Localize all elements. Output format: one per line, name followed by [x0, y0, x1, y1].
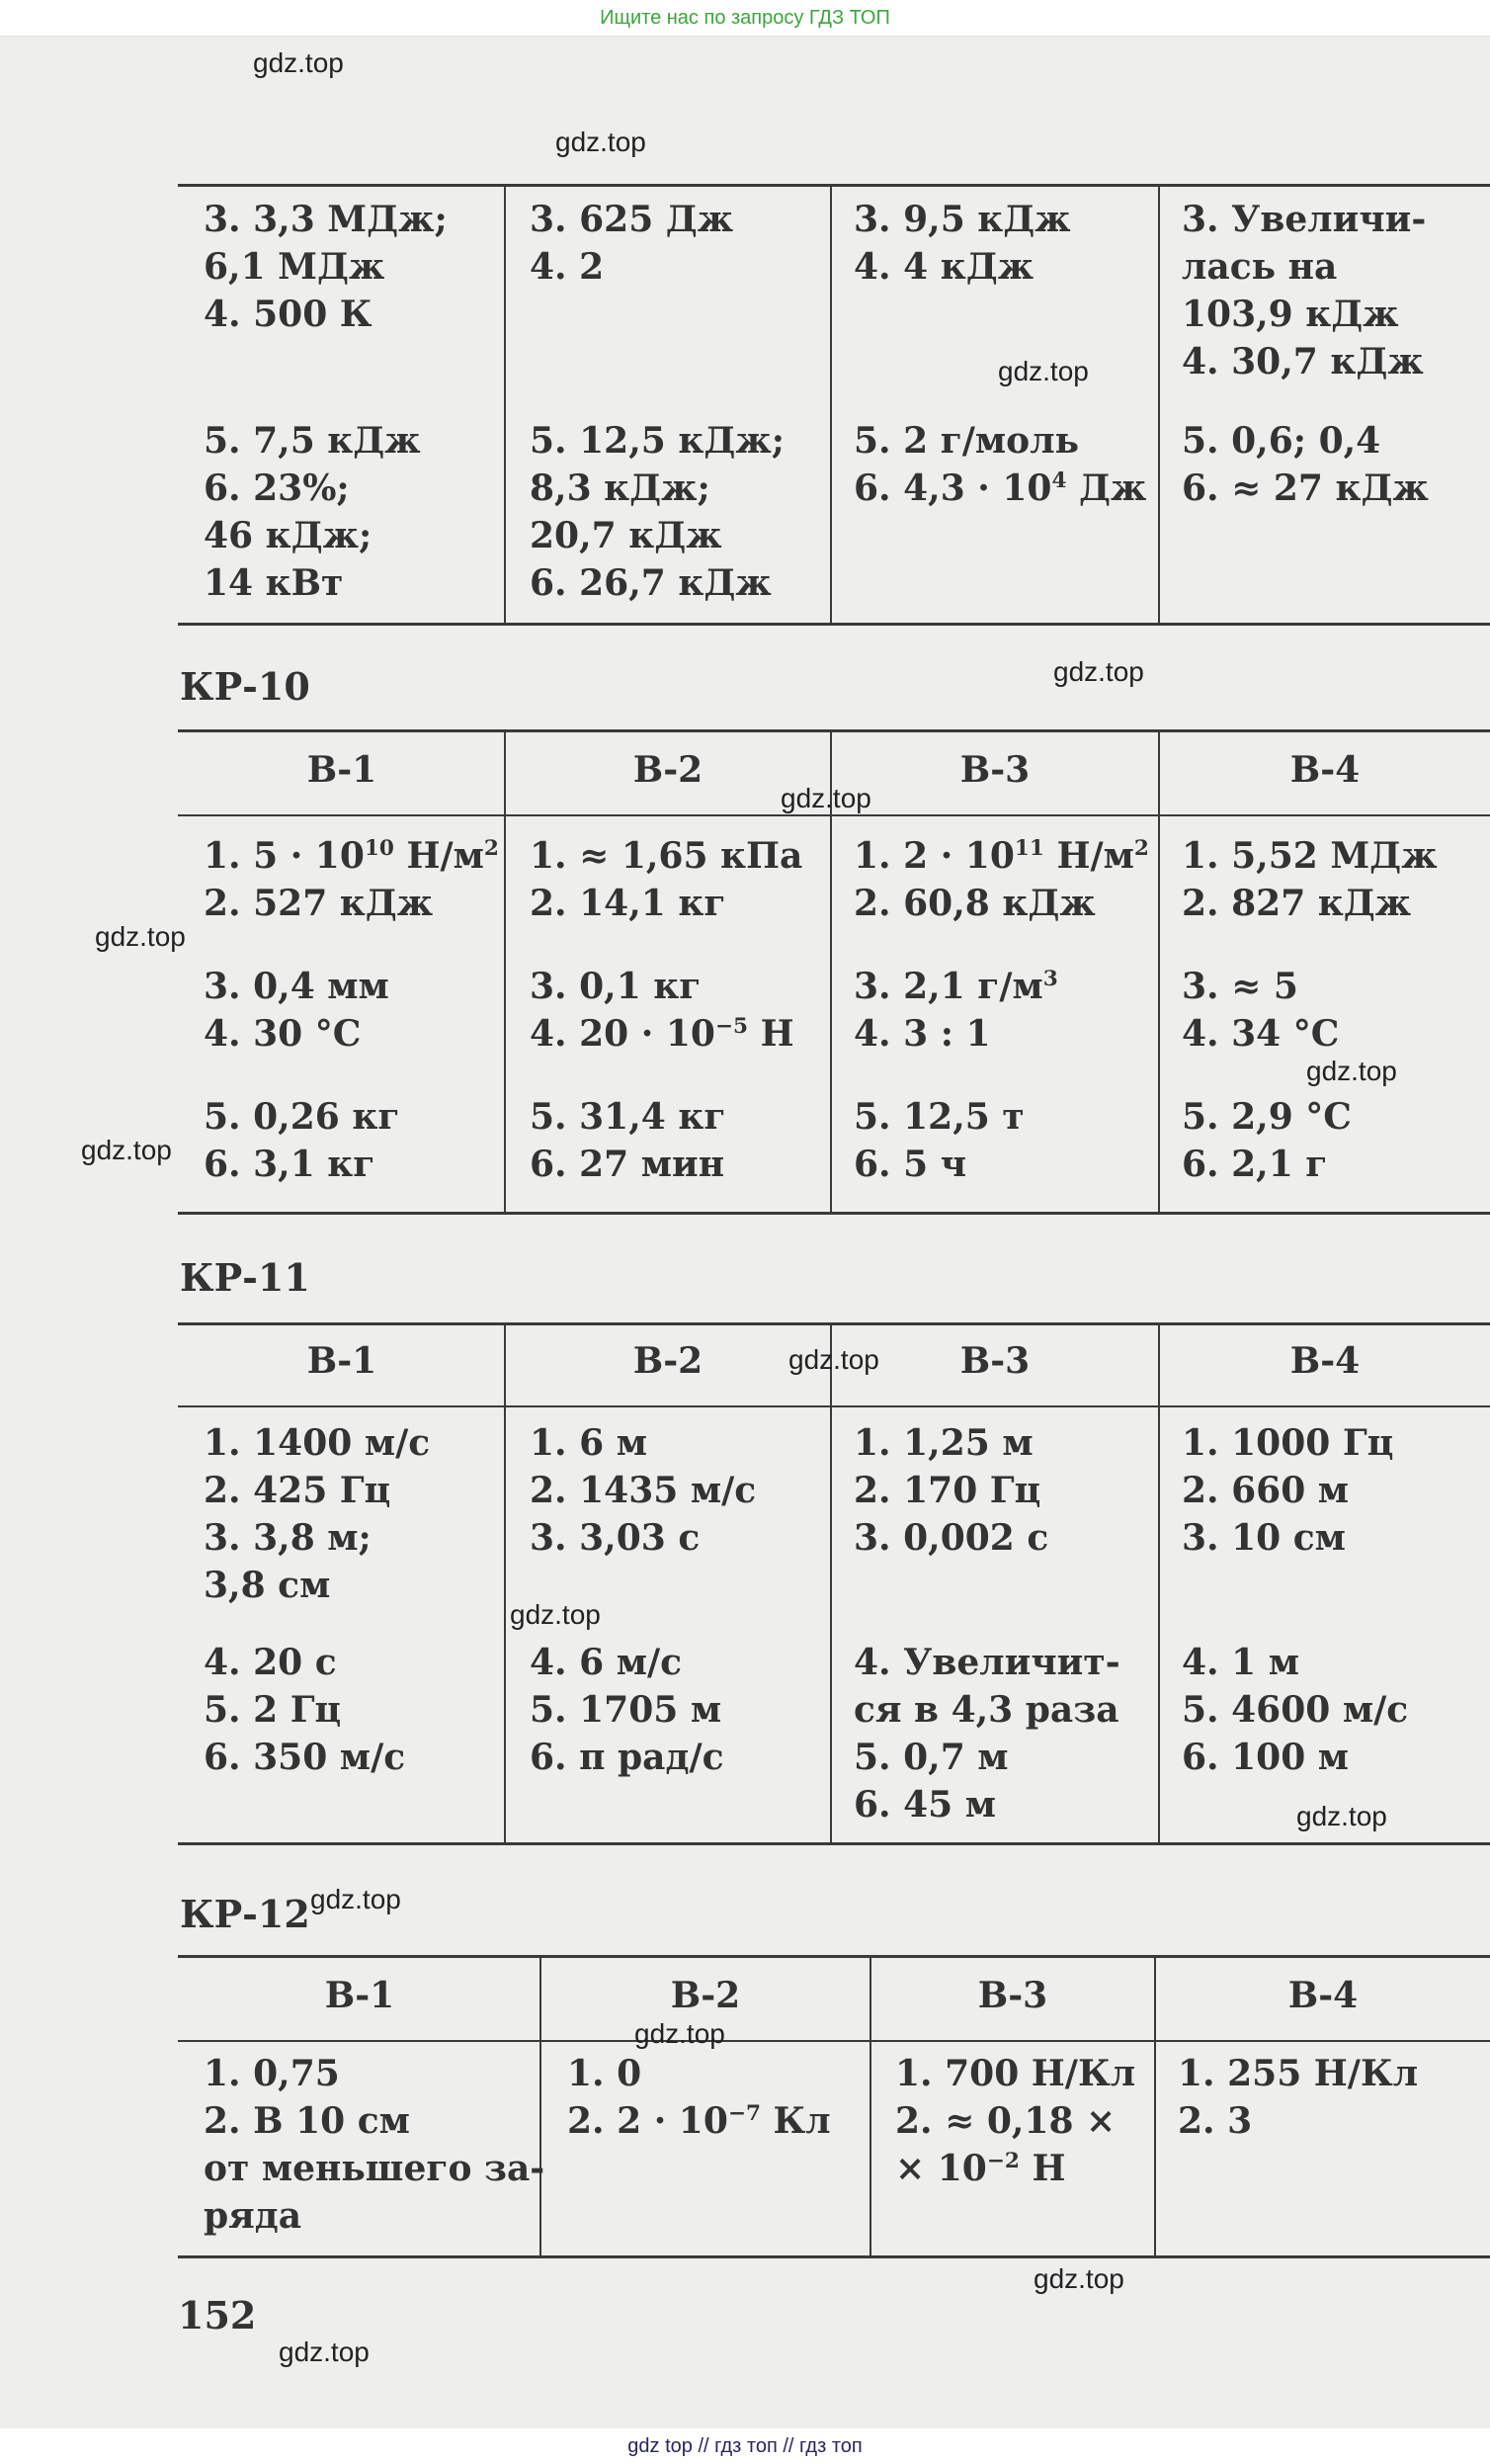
exponent: −7	[727, 2101, 761, 2126]
answer-cell: 3. Увеличи- лась на 103,9 кДж 4. 30,7 кДж	[1182, 199, 1427, 382]
table-rule	[178, 1405, 1490, 1407]
column-header: В-1	[306, 1340, 377, 1382]
formula-part: Н	[748, 1013, 794, 1055]
exponent: −5	[714, 1014, 749, 1039]
exponent: 2	[1133, 836, 1149, 861]
column-divider	[1158, 729, 1160, 1214]
formula-part: 6. 4,3 · 10	[854, 467, 1052, 509]
formula-part: 4. 20 · 10	[530, 1013, 715, 1055]
table-rule	[178, 1842, 1490, 1845]
watermark: gdz.top	[781, 783, 871, 813]
column-header: В-2	[670, 1975, 741, 2016]
answer-cell-formula	[854, 832, 1149, 880]
table-rule	[178, 2040, 1490, 2042]
answer-cell: 2. 60,8 кДж	[854, 883, 1096, 924]
watermark: gdz.top	[1053, 656, 1144, 687]
exponent: 11	[1014, 836, 1044, 861]
answer-cell: 5. 31,4 кг 6. 27 мин	[530, 1096, 726, 1185]
section-title: КР-10	[180, 664, 310, 709]
answer-cell-formula	[567, 2097, 831, 2145]
column-header: В-3	[977, 1975, 1048, 2016]
column-header: В-4	[1289, 1340, 1361, 1382]
answer-cell: 4. 3 : 1	[854, 1013, 991, 1055]
table-rule	[178, 623, 1490, 626]
watermark: gdz.top	[1034, 2263, 1124, 2294]
watermark: gdz.top	[310, 1884, 401, 1914]
table-rule	[178, 814, 1490, 816]
watermark: gdz.top	[279, 2337, 370, 2367]
answer-cell: 1. 1,25 м 2. 170 Гц 3. 0,002 с	[854, 1422, 1049, 1559]
watermark: gdz.top	[1296, 1801, 1387, 1831]
answer-cell: 1. 255 Н/Кл 2. 3	[1178, 2053, 1419, 2142]
answer-cell: 3. 0,1 кг	[530, 966, 702, 1007]
column-header: В-3	[959, 749, 1031, 791]
table-rule	[178, 184, 1490, 187]
answer-cell: 3. ≈ 5 4. 34 °С	[1182, 966, 1340, 1055]
watermark: gdz.top	[634, 2018, 725, 2049]
bottom-banner-text: gdz top // гдз топ // гдз топ	[627, 2434, 863, 2457]
answer-cell: 4. 6 м/с 5. 1705 м 6. π рад/с	[530, 1642, 724, 1778]
answer-cell: 3. 625 Дж 4. 2	[530, 199, 734, 288]
formula-part: 2. 2 · 10	[567, 2100, 728, 2142]
answer-cell: 1. 1000 Гц 2. 660 м 3. 10 см	[1182, 1422, 1394, 1559]
answer-cell-formula	[895, 2145, 1065, 2192]
formula-part: Дж	[1066, 467, 1147, 509]
section-title: КР-11	[180, 1255, 310, 1300]
formula-part: Кл	[761, 2100, 831, 2142]
watermark: gdz.top	[788, 1344, 879, 1375]
exponent: 10	[364, 836, 394, 861]
column-divider	[504, 1322, 506, 1844]
watermark: gdz.top	[81, 1135, 172, 1165]
column-header: В-4	[1287, 1975, 1359, 2016]
answer-cell: 1. 0,75 2. В 10 см от меньшего за- ряда	[204, 2053, 545, 2237]
column-header: В-1	[306, 749, 377, 791]
answer-cell: 1. 1400 м/с 2. 425 Гц 3. 3,8 м; 3,8 см	[204, 1422, 431, 1606]
top-banner-text: Ищите нас по запросу ГДЗ ТОП	[600, 6, 890, 29]
answer-cell-formula	[530, 1010, 794, 1058]
table-rule	[178, 2255, 1490, 2258]
watermark: gdz.top	[510, 1599, 601, 1630]
answer-cell: 5. 2,9 °С 6. 2,1 г	[1182, 1096, 1352, 1185]
formula-part: Н	[1019, 2148, 1066, 2189]
answer-cell-formula	[854, 963, 1058, 1010]
column-divider	[1158, 1322, 1160, 1844]
column-header: В-2	[632, 1340, 704, 1382]
answer-cell: 1. ≈ 1,65 кПа 2. 14,1 кг	[530, 835, 803, 924]
watermark: gdz.top	[95, 921, 186, 952]
exponent: −2	[986, 2149, 1020, 2173]
answer-cell: 4. 20 с 5. 2 Гц 6. 350 м/с	[204, 1642, 406, 1778]
answer-cell: 4. Увеличит- ся в 4,3 раза 5. 0,7 м 6. 45 м	[854, 1642, 1120, 1826]
answer-cell-formula	[204, 832, 499, 880]
section-title: КР-12	[180, 1892, 310, 1936]
column-divider	[830, 1322, 832, 1844]
column-header: В-2	[632, 749, 704, 791]
formula-part: Н/м	[1043, 835, 1134, 877]
answer-cell: 5. 2 г/моль	[854, 420, 1080, 462]
watermark: gdz.top	[998, 356, 1089, 386]
top-banner[interactable]	[0, 0, 1490, 37]
table-rule	[178, 1322, 1490, 1325]
exponent: 2	[483, 836, 499, 861]
answer-cell: 4. 1 м 5. 4600 м/с 6. 100 м	[1182, 1642, 1409, 1778]
answer-cell: 3. 0,4 мм 4. 30 °С	[204, 966, 389, 1055]
table-rule	[178, 1955, 1490, 1958]
formula-part: 3. 2,1 г/м	[854, 966, 1043, 1007]
formula-part: × 10	[895, 2148, 987, 2189]
table-rule	[178, 729, 1490, 732]
watermark: gdz.top	[1306, 1056, 1397, 1086]
answer-cell: 5. 0,26 кг 6. 3,1 кг	[204, 1096, 400, 1185]
answer-cell: 5. 0,6; 0,4 6. ≈ 27 кДж	[1182, 420, 1429, 509]
answer-cell: 3. 9,5 кДж 4. 4 кДж	[854, 199, 1071, 288]
answer-cell: 1. 700 Н/Кл 2. ≈ 0,18 ×	[895, 2053, 1136, 2142]
exponent: 3	[1042, 967, 1058, 991]
answer-cell: 5. 12,5 кДж; 8,3 кДж; 20,7 кДж 6. 26,7 кДж	[530, 420, 785, 604]
answer-cell: 5. 7,5 кДж 6. 23%; 46 кДж; 14 кВт	[204, 420, 421, 604]
answer-cell-formula	[854, 465, 1146, 512]
bottom-banner[interactable]	[0, 2428, 1490, 2464]
watermark: gdz.top	[253, 47, 344, 78]
column-divider	[830, 184, 832, 625]
answer-cell: 3. 3,3 МДж; 6,1 МДж 4. 500 К	[204, 199, 448, 335]
table-rule	[178, 1212, 1490, 1215]
answer-cell: 2. 527 кДж	[204, 883, 434, 924]
answer-cell: 1. 6 м 2. 1435 м/с 3. 3,03 с	[530, 1422, 757, 1559]
column-divider	[504, 729, 506, 1214]
column-divider	[1158, 184, 1160, 625]
page-number: 152	[178, 2293, 257, 2337]
column-divider	[504, 184, 506, 625]
formula-part: 1. 5 · 10	[204, 835, 365, 877]
formula-part: 1. 2 · 10	[854, 835, 1015, 877]
formula-part: Н/м	[393, 835, 484, 877]
exponent: 4	[1051, 468, 1067, 493]
watermark: gdz.top	[555, 127, 646, 157]
column-header: В-3	[959, 1340, 1031, 1382]
answer-cell: 1. 0	[567, 2053, 642, 2094]
answer-cell: 5. 12,5 т 6. 5 ч	[854, 1096, 1025, 1185]
column-header: В-4	[1289, 749, 1361, 791]
column-header: В-1	[324, 1975, 395, 2016]
answer-cell: 1. 5,52 МДж 2. 827 кДж	[1182, 835, 1438, 924]
